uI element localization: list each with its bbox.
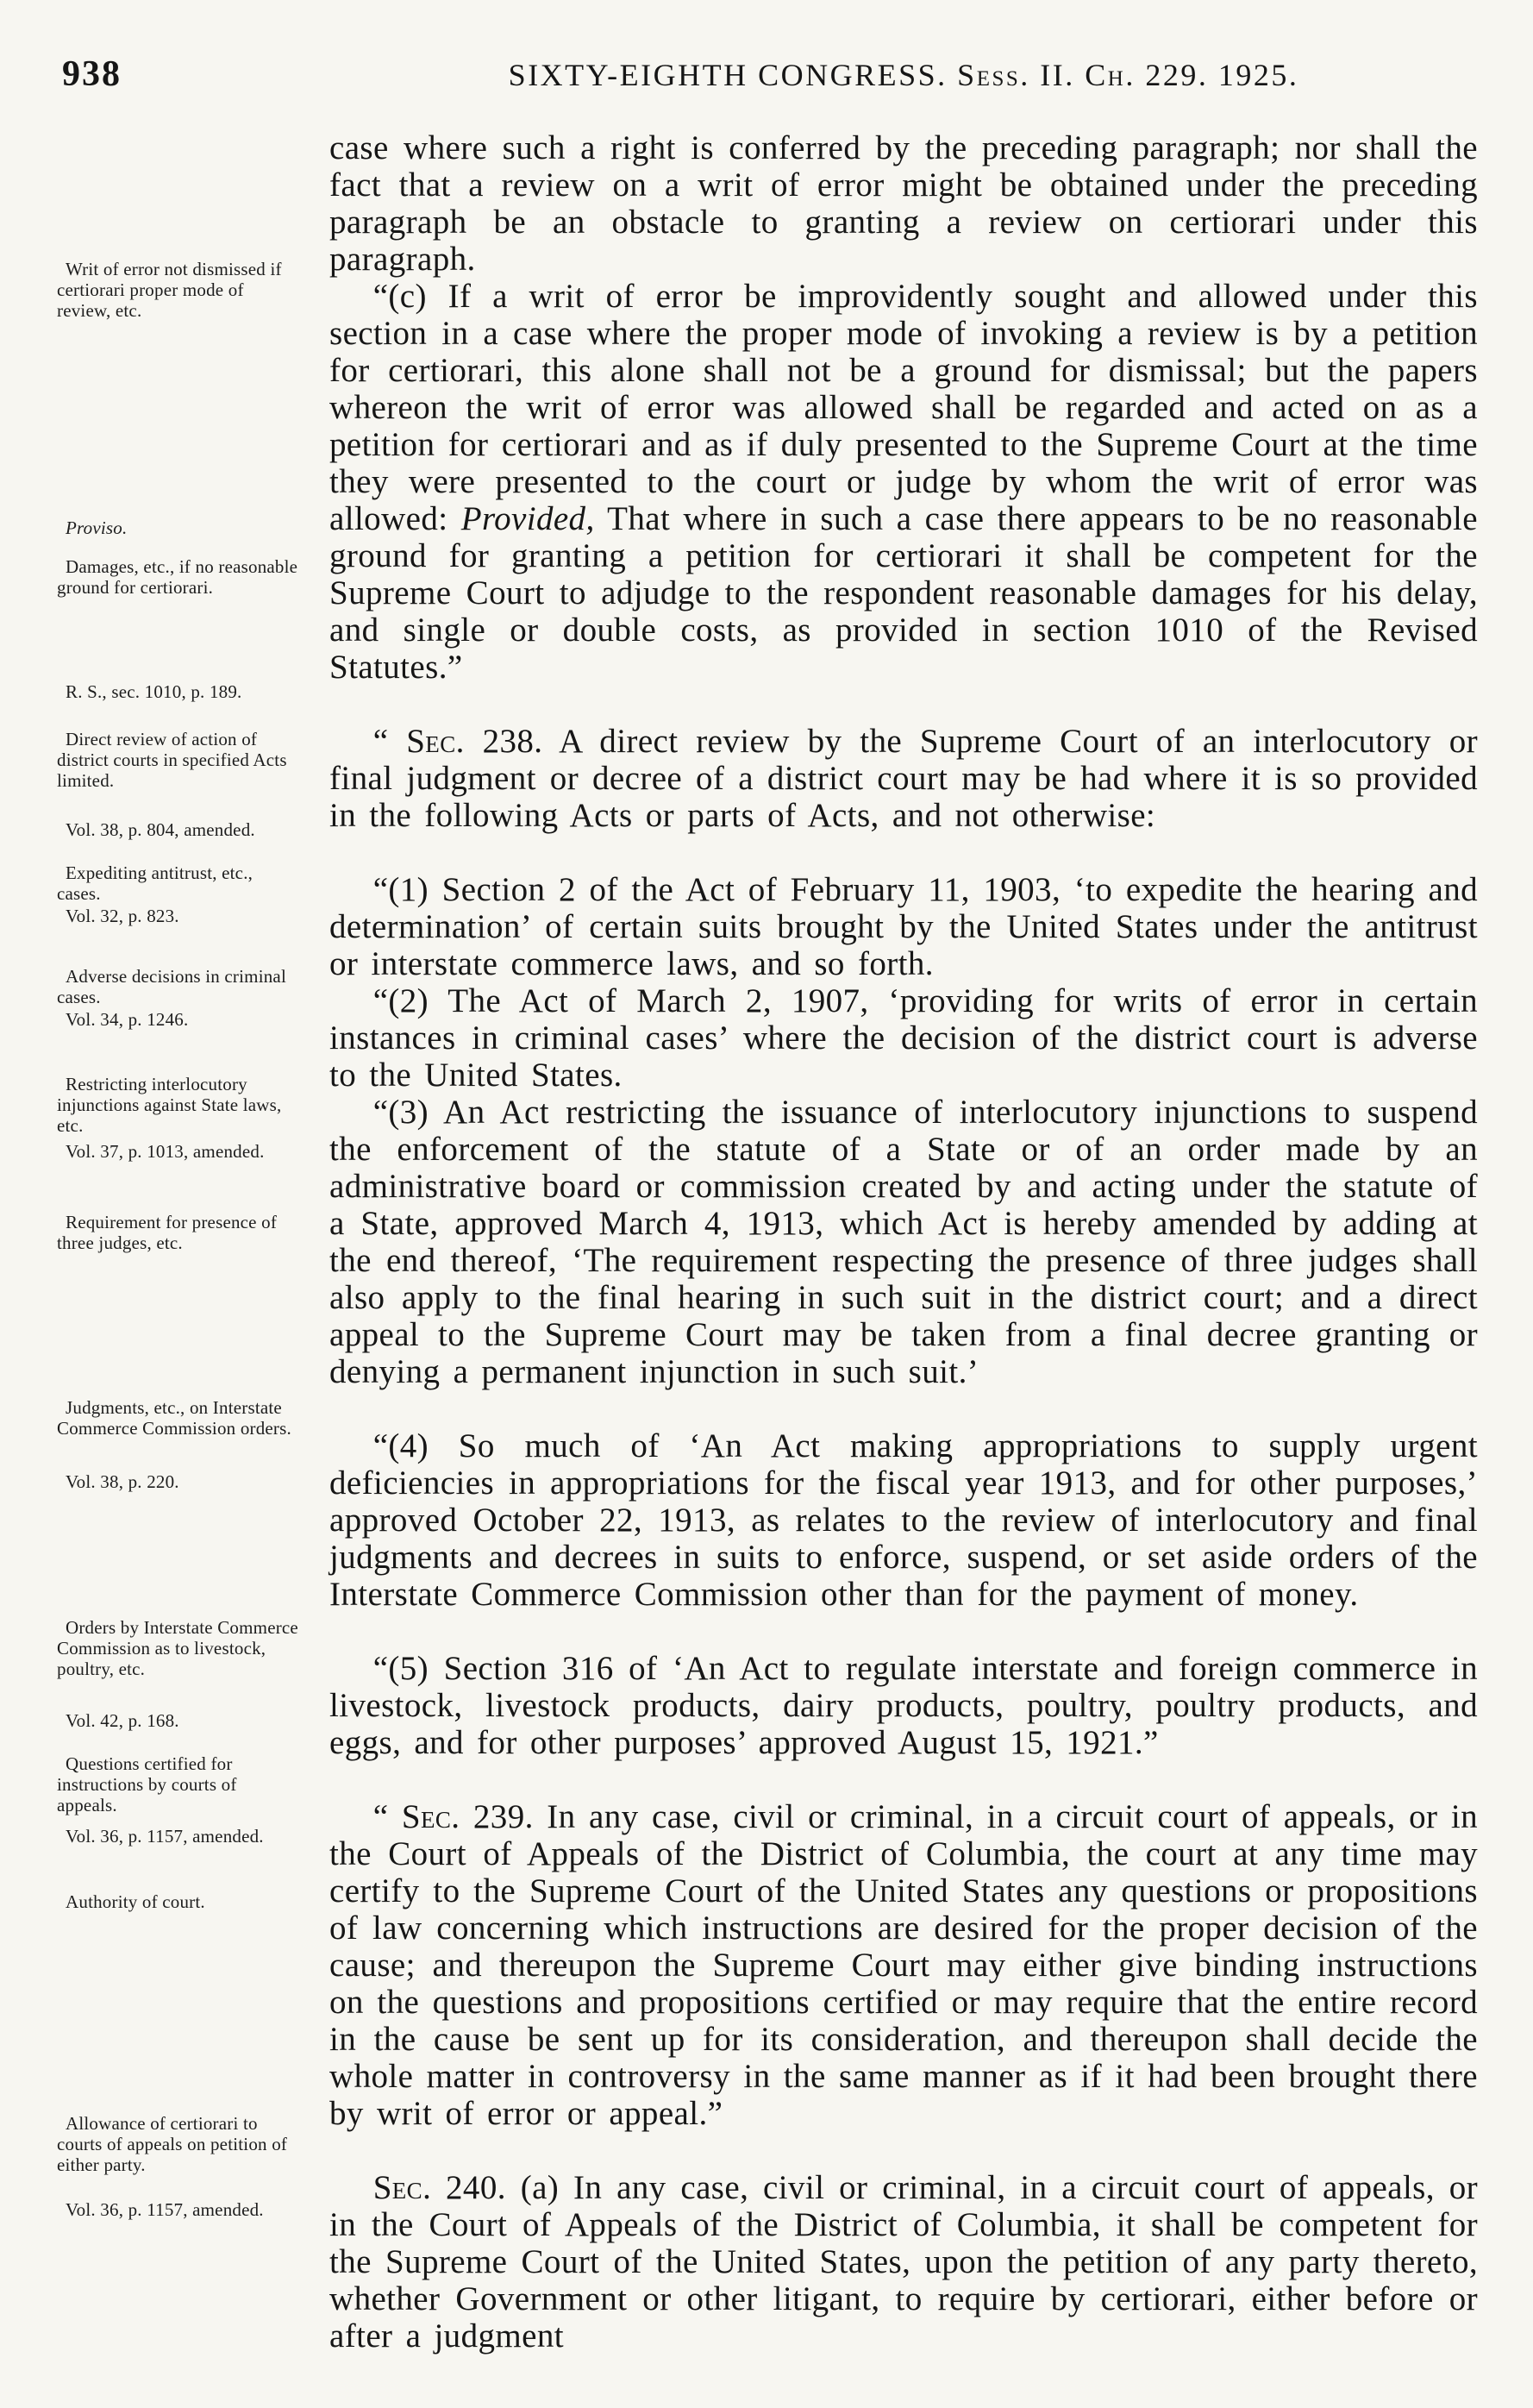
paragraph-text: “ xyxy=(372,723,407,760)
paragraph-text: case where such a right is conferred by the preceding paragraph; nor shall the fact that a review on a writ of error might be obtained under the preceding paragraph be an obstacle to granting a review on certiorari under this paragraph. xyxy=(329,129,1478,278)
paragraph-text: A direct review by the Supreme Court of an interlocutory or final judgment or decree of a district court may be had where it is so provided in the following Acts or parts of Acts, and not otherwise: xyxy=(329,723,1478,834)
margin-note-vol36-p1157-a: Vol. 36, p. 1157, amended. xyxy=(66,1826,264,1847)
margin-note-damages: Damages, etc., if no reasonable ground for certiorari. xyxy=(57,556,298,598)
margin-note-requirement: Requirement for presence of three judges, etc. xyxy=(57,1212,278,1253)
margin-note-vol38-p804: Vol. 38, p. 804, amended. xyxy=(66,819,255,840)
paragraph-text: (a) In any case, civil or criminal, in a circuit court of appeals, or in the Court of Appeals of the District of Columbia, it shall be competent for the Supreme Court of the United States, upon the petition of any party thereto, whether Government or other litigant, to require by certiorari, either before or after a judgment xyxy=(329,2169,1478,2355)
paragraph-clause-4 xyxy=(329,1427,1478,1613)
paragraph-text: “(c) If a writ of error be improvidently sought and allowed under this section in a case where the proper mode of invoking a review is by a petition for certiorari, this alone shall not be a ground for dismissal; but the papers whereon the writ of error was allowed shall be regarded and acted on as a petition for certiorari and as if duly presented to the Supreme Court at the time they were presented to the court or judge by whom the writ of error was allowed: xyxy=(329,278,1478,537)
paragraph-text: That where in such a case there appears to be no reasonable ground for granting a petition for certiorari it shall be competent for the Supreme Court to adjudge to the respondent reasonable damages for his delay, and single or double costs, as provided in section 1010 of the Revised Statutes.” xyxy=(329,500,1478,686)
paragraph-clause-5 xyxy=(329,1650,1478,1761)
margin-note-vol38-p220: Vol. 38, p. 220. xyxy=(66,1471,179,1492)
paragraph-text: In any case, civil or criminal, in a circuit court of appeals, or in the Court of Appeals of the District of Columbia, the court at any time may certify to the Supreme Court of the United States any questions or propositions of law concerning which instructions are desired for the proper decision of the cause; and thereupon the Supreme Court may either give binding instructions on the questions and propositions certified or may require that the entire record in the cause be sent up for its consideration, and thereupon shall decide the whole matter in controversy in the same manner as if it had been brought there by writ of error or appeal.” xyxy=(329,1798,1478,2132)
margin-note-vol32-p823: Vol. 32, p. 823. xyxy=(66,906,179,926)
margin-note-allowance-certiorari: Allowance of certiorari to courts of appeals on petition of either party. xyxy=(57,2113,288,2175)
paragraph-text: “(3) An Act restricting the issuance of interlocutory injunctions to suspend the enforcement of the statute of a State or of an order made by an administrative board or commission created by and acting under the statute of a State, approved March 4, 1913, which Act is hereby amended by adding at the end thereof, ‘The requirement respecting the presence of three judges shall also apply to the final hearing in such suit in the district court; and a direct appeal to the Supreme Court may be taken from a final decree granting or denying a permanent injunction in such suit.’ xyxy=(329,1094,1478,1390)
margin-note-judgments: Judgments, etc., on Interstate Commerce Commission orders. xyxy=(57,1397,291,1439)
paragraph-clause-3 xyxy=(329,1094,1478,1390)
margin-note-restricting: Restricting interlocutory injunctions against State laws, etc. xyxy=(57,1074,282,1136)
main-text-column xyxy=(329,0,1478,2408)
section-number-smallcaps: Sec. 239. xyxy=(401,1798,534,1835)
paragraph-clause-1 xyxy=(329,871,1478,982)
margin-note-adverse-decisions: Adverse decisions in criminal cases. xyxy=(57,966,286,1007)
paragraph-text: “(2) The Act of March 2, 1907, ‘providing for writs of error in certain instances in criminal cases’ where the decision of the district court is adverse to the United States. xyxy=(329,982,1478,1094)
paragraph-subsection-c xyxy=(329,278,1478,686)
margin-note-orders-livestock: Orders by Interstate Commerce Commission as to livestock, poultry, etc. xyxy=(57,1617,298,1679)
margin-note-proviso: Proviso. xyxy=(66,517,128,538)
margin-note-writ-of-error: Writ of error not dismissed if certiorari proper mode of review, etc. xyxy=(57,259,282,321)
paragraph-sec-239 xyxy=(329,1798,1478,2132)
margin-note-direct-review: Direct review of action of district courts in specified Acts limited. xyxy=(57,729,287,791)
margin-note-rs-sec-1010: R. S., sec. 1010, p. 189. xyxy=(66,681,242,702)
running-header: SIXTY-EIGHTH CONGRESS. Sess. II. Ch. 229. 1925. xyxy=(508,58,1299,92)
paragraph-text: “(1) Section 2 of the Act of February 11, 1903, ‘to expedite the hearing and determination’ of certain suits brought by the United States under the antitrust or interstate commerce laws, and so forth. xyxy=(329,871,1478,982)
paragraph-text: “(4) So much of ‘An Act making appropriations to supply urgent deficiencies in appropriations for the fiscal year 1913, and for other purposes,’ approved October 22, 1913, as relates to the review of interlocutory and final judgments and decrees in suits to enforce, suspend, or set aside orders of the Interstate Commerce Commission other than for the payment of money. xyxy=(329,1427,1478,1613)
paragraph-text: “(5) Section 316 of ‘An Act to regulate interstate and foreign commerce in livestock, livestock products, dairy products, poultry, poultry products, and eggs, and for other purposes’ approved August 15, 1921.” xyxy=(329,1650,1478,1761)
margin-note-vol36-p1157-b: Vol. 36, p. 1157, amended. xyxy=(66,2199,264,2220)
paragraph-clause-2 xyxy=(329,982,1478,1094)
margin-note-vol42-p168: Vol. 42, p. 168. xyxy=(66,1710,179,1731)
margin-note-questions-certified: Questions certified for instructions by courts of appeals. xyxy=(57,1753,237,1815)
proviso-italic-text: Provided, xyxy=(460,500,595,537)
page-number: 938 xyxy=(62,54,122,94)
paragraph-text: “ xyxy=(372,1798,402,1835)
margin-note-vol34-p1246: Vol. 34, p. 1246. xyxy=(66,1009,189,1030)
paragraph-sec-240 xyxy=(329,2169,1478,2355)
section-number-smallcaps: Sec. 240. xyxy=(372,2169,506,2206)
margin-note-expediting: Expediting antitrust, etc., cases. xyxy=(57,862,253,904)
margin-note-column xyxy=(57,0,307,2408)
paragraph-sec-238 xyxy=(329,723,1478,834)
paragraph-continuation xyxy=(329,129,1478,278)
section-number-smallcaps: Sec. 238. xyxy=(406,723,543,760)
margin-note-authority-of-court: Authority of court. xyxy=(66,1891,205,1912)
margin-note-vol37-p1013: Vol. 37, p. 1013, amended. xyxy=(66,1141,265,1162)
